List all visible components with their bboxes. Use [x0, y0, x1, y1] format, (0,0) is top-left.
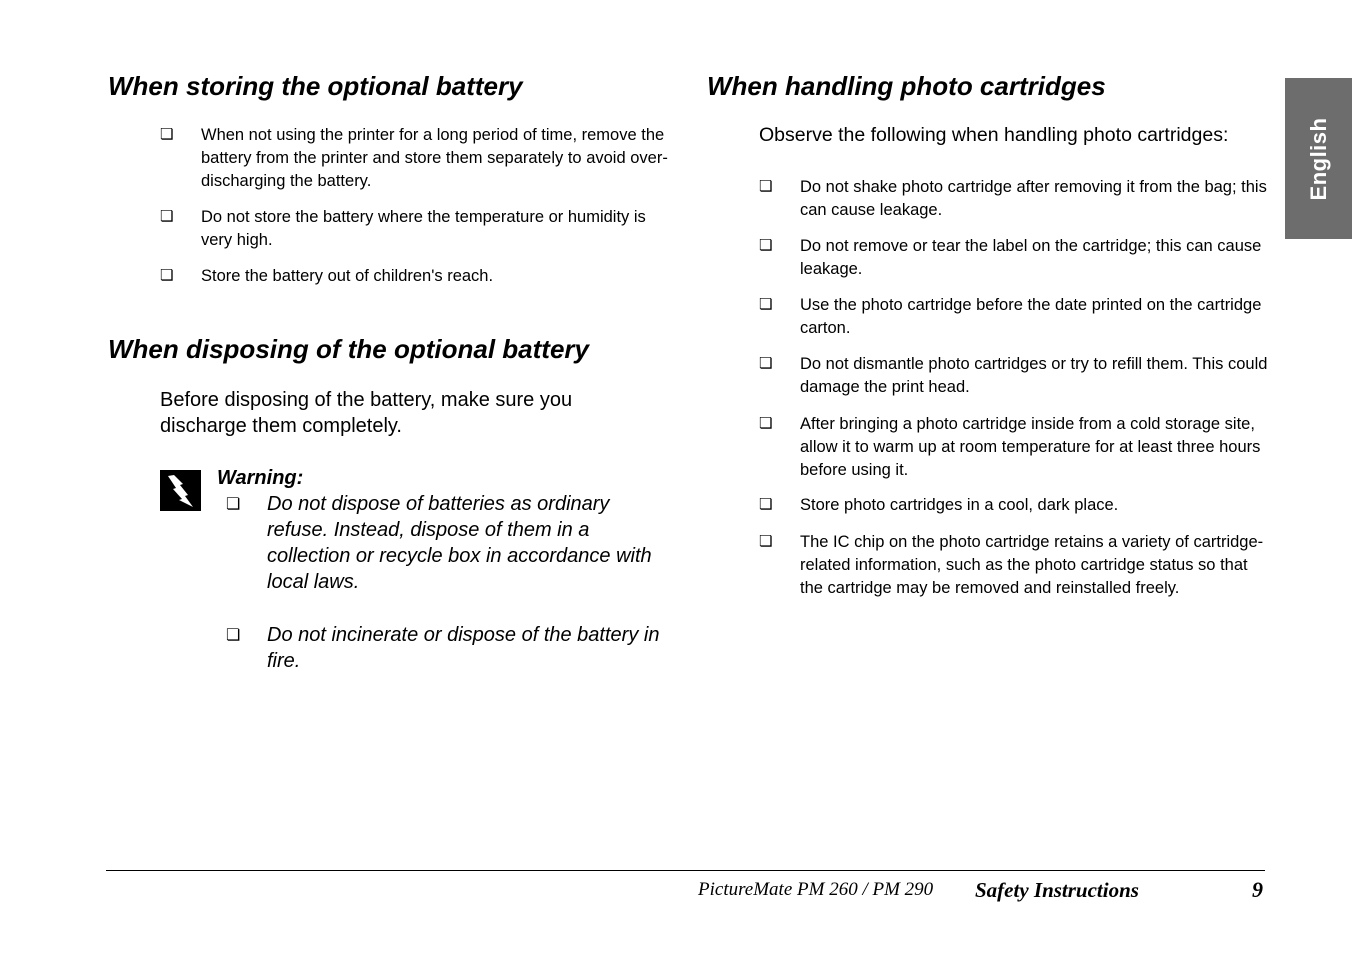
warning-item-2: Do not incinerate or dispose of the battery in fire. — [267, 624, 660, 672]
language-tab — [1285, 78, 1352, 239]
heading-handling-cartridges: When handling photo cartridges — [707, 71, 1106, 101]
handling-item-1: Do not shake photo cartridge after removing it from the bag; this can cause leakage. — [800, 178, 1267, 219]
handling-intro: Observe the following when handling photo cartridges: — [759, 124, 1229, 146]
warning-lightning-icon — [160, 470, 201, 511]
bullet-icon: ❏ — [759, 355, 773, 372]
bullet-icon: ❏ — [759, 415, 773, 432]
handling-item-2: Do not remove or tear the label on the cartridge; this can cause leakage. — [800, 237, 1262, 278]
language-tab-label: English — [1305, 117, 1331, 200]
storing-item-1: When not using the printer for a long period of time, remove the battery from the printer and store them separately to avoid over-discharging the battery. — [201, 126, 668, 190]
bullet-icon: ❏ — [759, 496, 773, 513]
bullet-icon: ❏ — [160, 267, 174, 284]
bullet-icon: ❏ — [160, 126, 174, 143]
warning-item-1: Do not dispose of batteries as ordinary refuse. Instead, dispose of them in a collection or recycle box in accordance with local laws. — [267, 493, 652, 593]
bullet-icon: ❏ — [160, 208, 174, 225]
footer-section: Safety Instructions — [975, 878, 1139, 902]
bullet-icon: ❏ — [759, 296, 773, 313]
heading-disposing-battery: When disposing of the optional battery — [108, 334, 589, 364]
bullet-icon: ❏ — [759, 178, 773, 195]
page-number: 9 — [1252, 877, 1263, 902]
heading-storing-battery: When storing the optional battery — [108, 71, 523, 101]
bullet-icon: ❏ — [226, 627, 241, 644]
storing-item-2: Do not store the battery where the temperature or humidity is very high. — [201, 208, 646, 249]
handling-item-4: Do not dismantle photo cartridges or try to refill them. This could damage the print head. — [800, 355, 1268, 396]
handling-item-7: The IC chip on the photo cartridge retains a variety of cartridge-related information, such as the photo cartridge status so that the cartridge may be removed and reinstalled freely. — [800, 533, 1264, 597]
warning-title: Warning: — [217, 467, 304, 489]
handling-item-6: Store photo cartridges in a cool, dark place. — [800, 496, 1119, 514]
footer-rule — [106, 870, 1265, 871]
footer-product: PictureMate PM 260 / PM 290 — [698, 879, 934, 900]
bullet-icon: ❏ — [759, 533, 773, 550]
storing-item-3: Store the battery out of children's reach. — [201, 267, 494, 285]
handling-item-3: Use the photo cartridge before the date printed on the cartridge carton. — [800, 296, 1262, 337]
disposing-intro: Before disposing of the battery, make sure you discharge them completely. — [160, 389, 573, 437]
handling-item-5: After bringing a photo cartridge inside from a cold storage site, allow it to warm up at room temperature for at least three hours before using it. — [800, 415, 1261, 479]
bullet-icon: ❏ — [759, 237, 773, 254]
bullet-icon: ❏ — [226, 496, 241, 513]
